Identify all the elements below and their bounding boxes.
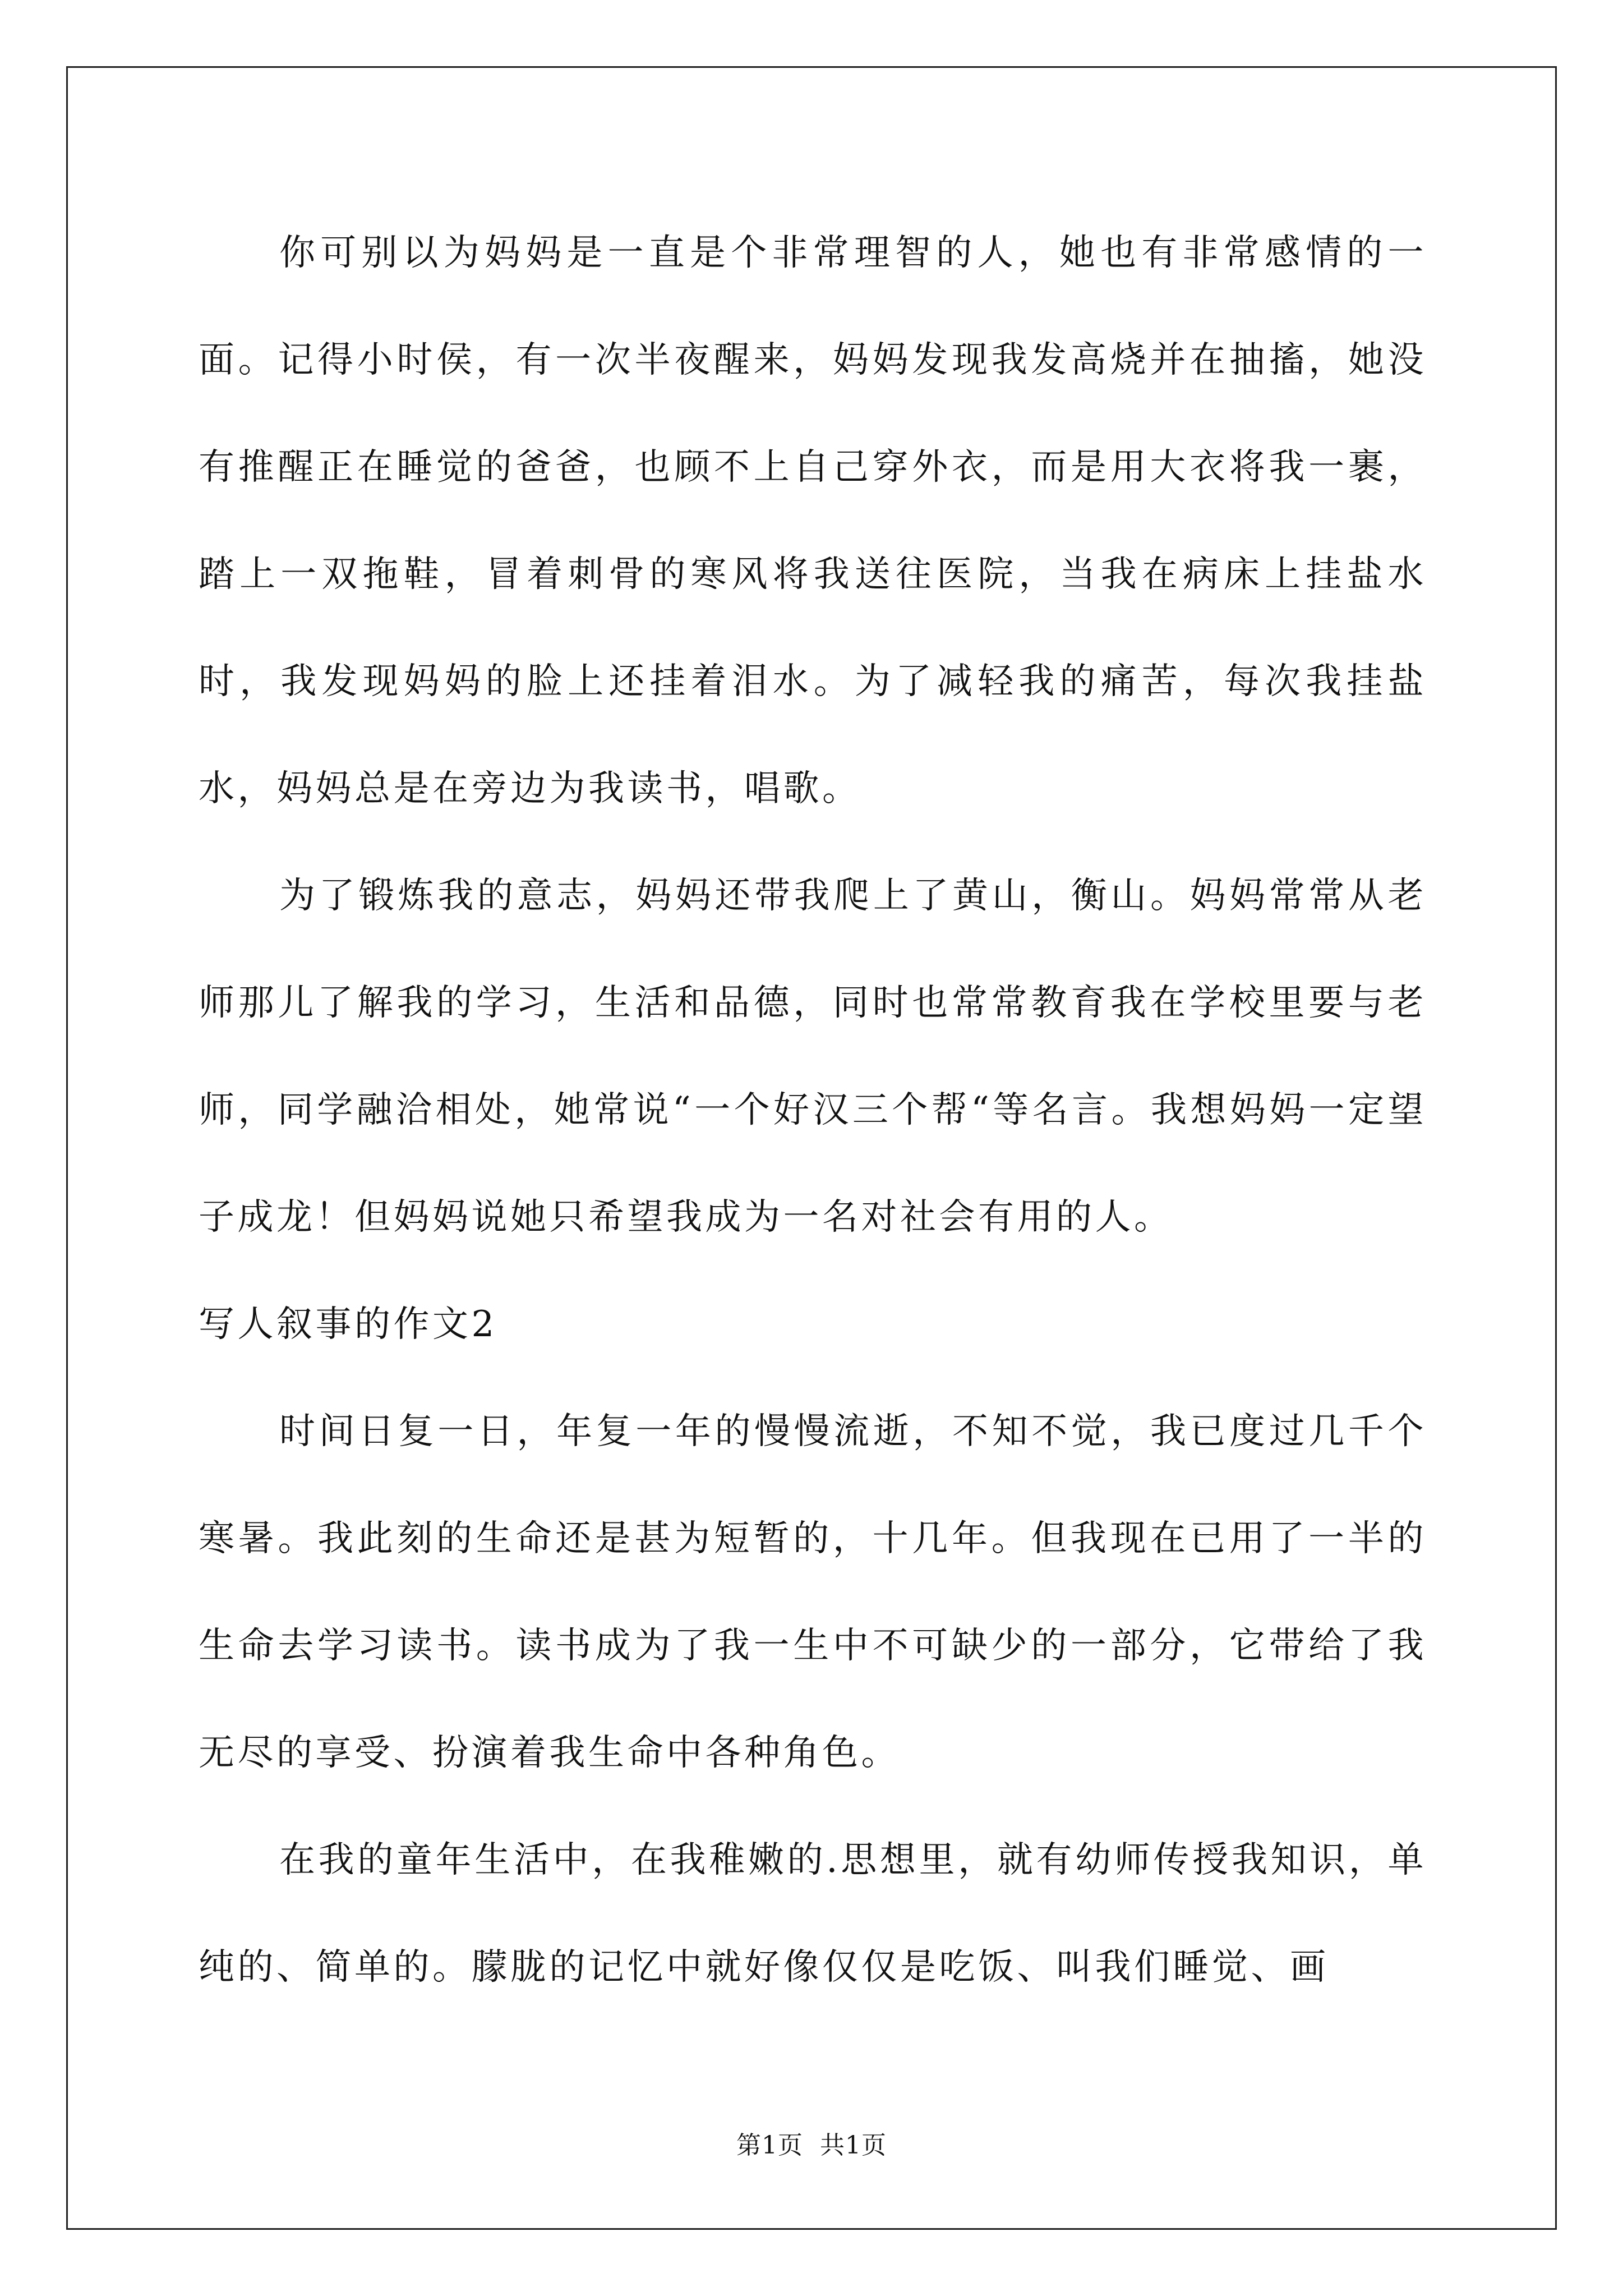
paragraph-1: 你可别以为妈妈是一直是个非常理智的人，她也有非常感情的一面。记得小时侯，有一次半夜醒来，妈妈发现我发高烧并在抽搐，她没有推醒正在睡觉的爸爸，也顾不上自己穿外衣，而是用大衣将我一裹，踏上一双拖鞋，冒着刺骨的寒风将我送往医院，当我在病床上挂盐水时，我发现妈妈的脸上还挂着泪水。为了减轻我的痛苦，每次我挂盐水，妈妈总是在旁边为我读书，唱歌。 — [199, 232, 1427, 809]
section-heading: 写人叙事的作文2 — [199, 1304, 497, 1345]
document-body — [199, 200, 1427, 2021]
paragraph-4: 在我的童年生活中，在我稚嫩的.思想里，就有幼师传授我知识，单纯的、简单的。朦胧的记忆中就好像仅仅是吃饭、叫我们睡觉、画 — [199, 1839, 1427, 1988]
paragraph-2: 为了锻炼我的意志，妈妈还带我爬上了黄山，衡山。妈妈常常从老师那儿了解我的学习，生活和品德，同时也常常教育我在学校里要与老师，同学融洽相处，她常说“一个好汉三个帮“等名言。我想妈妈一定望子成龙！但妈妈说她只希望我成为一名对社会有用的人。 — [199, 875, 1427, 1238]
paragraph-3: 时间日复一日，年复一年的慢慢流逝，不知不觉，我已度过几千个寒暑。我此刻的生命还是甚为短暂的，十几年。但我现在已用了一半的生命去学习读书。读书成为了我一生中不可缺少的一部分，它带给了我无尽的享受、扮演着我生命中各种角色。 — [199, 1411, 1427, 1774]
page-footer: 第1页 共1页 — [736, 2131, 887, 2160]
